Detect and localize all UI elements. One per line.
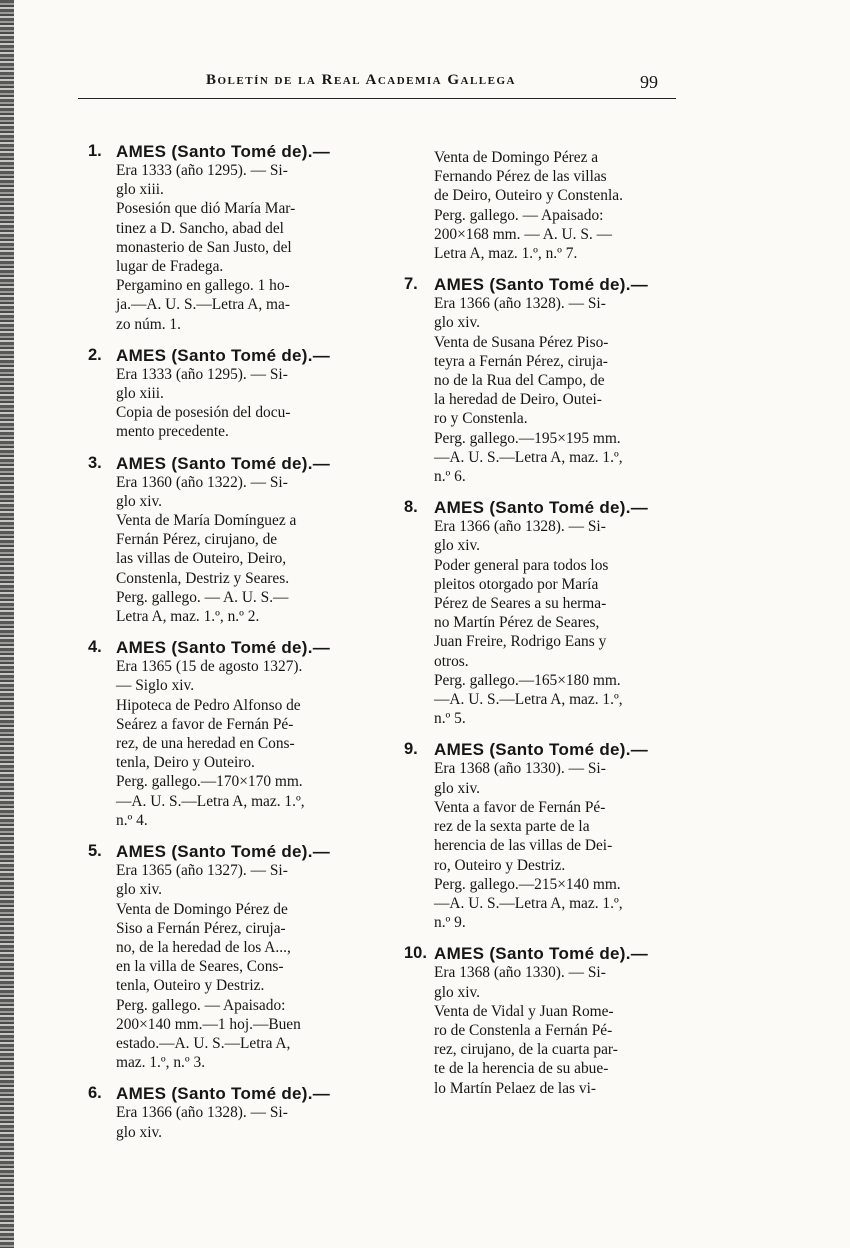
entry-text-line: te de la herencia de su abue- xyxy=(434,1060,609,1078)
entry-title: AMES (Santo Tomé de).— xyxy=(116,1084,331,1104)
entry-text-line: Era 1368 (año 1330). — Si- xyxy=(434,964,606,982)
entry-text-line: Era 1360 (año 1322). — Si- xyxy=(116,473,288,491)
entry-text-line: teyra a Fernán Pérez, ciruja- xyxy=(434,352,608,370)
page-binding-edge xyxy=(0,0,14,1248)
entry-number: 3. xyxy=(88,453,102,472)
entry-number: 9. xyxy=(404,740,418,759)
entry-text-line: Era 1366 (año 1328). — Si- xyxy=(434,518,606,536)
entry-number: 10. xyxy=(404,944,427,963)
entry-text-line: Juan Freire, Rodrigo Eans y xyxy=(434,633,607,651)
entry-text-line: Era 1333 (año 1295). — Si- xyxy=(116,162,288,179)
entry-text-line: tinez a D. Sancho, abad del xyxy=(116,219,284,237)
entry-text-line: Seárez a favor de Fernán Pé- xyxy=(116,715,294,733)
entry-text-line: pleitos otorgado por María xyxy=(434,575,599,593)
entry-text-line: rez, cirujano, de la cuarta par- xyxy=(434,1041,618,1059)
entry-text-line: Perg. gallego.—170×170 mm. xyxy=(116,773,303,791)
entry-text-line: lugar de Fradega. xyxy=(116,258,224,276)
entry-text-line: en la villa de Seares, Cons- xyxy=(116,958,284,976)
journal-title: Boletín de la Real Academia Gallega xyxy=(206,72,516,88)
entry-text-line: — Siglo xiv. xyxy=(116,677,195,695)
entry-text-line: la heredad de Deiro, Outei- xyxy=(434,391,602,409)
entry-text-line: de Deiro, Outeiro y Constenla. xyxy=(434,187,623,205)
continued-entry xyxy=(410,148,672,263)
entry-text-line: Letra A, maz. 1.º, n.º 2. xyxy=(116,608,260,626)
entry-text-line: ro, Outeiro y Destriz. xyxy=(434,856,566,874)
entry-text-line: glo xiv. xyxy=(116,1123,163,1141)
catalog-entry xyxy=(404,275,672,486)
entry-title: AMES (Santo Tomé de).— xyxy=(116,638,331,658)
entry-text-line: ro y Constenla. xyxy=(434,410,528,428)
entry-title: AMES (Santo Tomé de).— xyxy=(434,275,649,295)
entry-text-line: Venta a favor de Fernán Pé- xyxy=(434,798,606,816)
entry-text-line: Venta de Domingo Pérez a xyxy=(434,149,599,166)
entry-title: AMES (Santo Tomé de).— xyxy=(434,944,649,964)
entry-number: 1. xyxy=(88,142,102,160)
entry-title: AMES (Santo Tomé de).— xyxy=(116,345,331,365)
right-column xyxy=(404,148,672,1110)
entry-text-line: Constenla, Destriz y Seares. xyxy=(116,569,290,587)
entry-text-line: zo núm. 1. xyxy=(116,315,181,333)
entry-text-line: Venta de Vidal y Juan Rome- xyxy=(434,1002,614,1020)
catalog-entry xyxy=(404,944,672,1097)
entry-number: 5. xyxy=(88,842,102,861)
entry-text-line: rez, de una heredad en Cons- xyxy=(116,735,295,753)
entry-text-line: Venta de Domingo Pérez de xyxy=(116,900,288,918)
entry-text-line: Letra A, maz. 1.º, n.º 7. xyxy=(434,245,578,263)
entry-text-line: no de la Rua del Campo, de xyxy=(434,372,605,390)
catalog-entry xyxy=(88,142,354,334)
entry-title: AMES (Santo Tomé de).— xyxy=(116,142,331,161)
entry-text-line: ja.—A. U. S.—Letra A, ma- xyxy=(116,296,290,314)
entry-text-line: —A. U. S.—Letra A, maz. 1.º, xyxy=(434,691,623,709)
catalog-entry xyxy=(88,345,354,442)
entry-text-line: Perg. gallego.—165×180 mm. xyxy=(434,671,621,689)
entry-text-line: las villas de Outeiro, Deiro, xyxy=(116,550,287,568)
entry-text-line: glo xiv. xyxy=(434,314,481,332)
entry-title: AMES (Santo Tomé de).— xyxy=(434,740,649,760)
entry-text-line: maz. 1.º, n.º 3. xyxy=(116,1054,206,1072)
catalog-entry xyxy=(404,740,672,932)
entry-text-line: herencia de las villas de Dei- xyxy=(434,837,613,855)
entry-text-line: n.º 5. xyxy=(434,710,466,728)
catalog-entry xyxy=(88,1084,354,1141)
entry-text-line: Era 1368 (año 1330). — Si- xyxy=(434,760,606,778)
entry-text-line: glo xiii. xyxy=(116,385,164,403)
entry-text-line: no Martín Pérez de Seares, xyxy=(434,614,600,632)
entry-text-line: Poder general para todos los xyxy=(434,556,609,574)
entry-text-line: lo Martín Pelaez de las vi- xyxy=(434,1079,596,1097)
entry-text-line: tenla, Deiro y Outeiro. xyxy=(116,754,255,772)
entry-text-line: monasterio de San Justo, del xyxy=(116,238,292,256)
entry-text-line: n.º 6. xyxy=(434,468,466,486)
entry-title: AMES (Santo Tomé de).— xyxy=(434,498,649,518)
entry-text-line: otros. xyxy=(434,652,469,670)
entry-text-line: n.º 9. xyxy=(434,914,466,932)
entry-text-line: Hipoteca de Pedro Alfonso de xyxy=(116,696,301,714)
entry-text-line: —A. U. S.—Letra A, maz. 1.º, xyxy=(434,448,623,466)
entry-text-line: —A. U. S.—Letra A, maz. 1.º, xyxy=(116,792,305,810)
entry-text-line: Era 1366 (año 1328). — Si- xyxy=(434,295,606,313)
entry-text-line: Era 1333 (año 1295). — Si- xyxy=(116,365,288,383)
entry-text-line: Era 1365 (15 de agosto 1327). xyxy=(116,658,303,676)
page-number: 99 xyxy=(640,72,658,92)
entry-text-line: glo xiii. xyxy=(116,181,164,199)
entry-text-line: Pérez de Seares a su herma- xyxy=(434,595,607,613)
entry-text-line: mento precedente. xyxy=(116,423,229,441)
entry-text-line: Siso a Fernán Pérez, ciruja- xyxy=(116,919,286,937)
entry-number: 6. xyxy=(88,1084,102,1103)
entry-text-line: Copia de posesión del docu- xyxy=(116,404,291,422)
entry-title: AMES (Santo Tomé de).— xyxy=(116,842,331,862)
entry-text-line: rez de la sexta parte de la xyxy=(434,818,590,836)
entry-text-line: n.º 4. xyxy=(116,811,148,829)
entry-text-line: Perg. gallego. — A. U. S.— xyxy=(116,588,289,606)
entry-number: 8. xyxy=(404,498,418,517)
running-header xyxy=(78,72,676,99)
entry-text-line: estado.—A. U. S.—Letra A, xyxy=(116,1034,291,1052)
entry-text-line: Era 1365 (año 1327). — Si- xyxy=(116,862,288,880)
entry-title: AMES (Santo Tomé de).— xyxy=(116,453,331,473)
catalog-entry xyxy=(404,498,672,728)
entry-text-line: Perg. gallego.—215×140 mm. xyxy=(434,875,621,893)
catalog-entry xyxy=(88,842,354,1072)
entry-text-line: Perg. gallego. — Apaisado: xyxy=(116,996,286,1014)
catalog-entry xyxy=(88,638,354,830)
entry-text-line: Perg. gallego. — Apaisado: xyxy=(434,206,604,224)
entry-text-line: Fernán Pérez, cirujano, de xyxy=(116,531,278,549)
entry-text-line: Venta de Susana Pérez Piso- xyxy=(434,333,609,351)
entry-number: 2. xyxy=(88,345,102,364)
entry-text-line: 200×140 mm.—1 hoj.—Buen xyxy=(116,1015,301,1033)
catalog-entry xyxy=(88,453,354,627)
entry-text-line: Fernando Pérez de las villas xyxy=(434,168,607,186)
entry-text-line: Venta de María Domínguez a xyxy=(116,512,297,530)
entry-text-line: —A. U. S.—Letra A, maz. 1.º, xyxy=(434,894,623,912)
entry-number: 4. xyxy=(88,638,102,657)
entry-text-line: Era 1366 (año 1328). — Si- xyxy=(116,1104,288,1122)
entry-text-line: glo xiv. xyxy=(434,983,481,1001)
entry-text-line: 200×168 mm. — A. U. S. — xyxy=(434,225,612,243)
entry-text-line: no, de la heredad de los A..., xyxy=(116,938,291,956)
entry-text-line: Perg. gallego.—195×195 mm. xyxy=(434,429,621,447)
entry-text-line: ro de Constenla a Fernán Pé- xyxy=(434,1021,613,1039)
entry-text-line: glo xiv. xyxy=(434,537,481,555)
entry-text-line: glo xiv. xyxy=(116,492,163,510)
entry-number: 7. xyxy=(404,275,418,294)
left-column xyxy=(88,142,354,1154)
entry-text-line: tenla, Outeiro y Destriz. xyxy=(116,977,265,995)
entry-text-line: glo xiv. xyxy=(434,779,481,797)
entry-text-line: Posesión que dió María Mar- xyxy=(116,200,296,218)
entry-text-line: glo xiv. xyxy=(116,881,163,899)
entry-text-line: Pergamino en gallego. 1 ho- xyxy=(116,277,290,295)
